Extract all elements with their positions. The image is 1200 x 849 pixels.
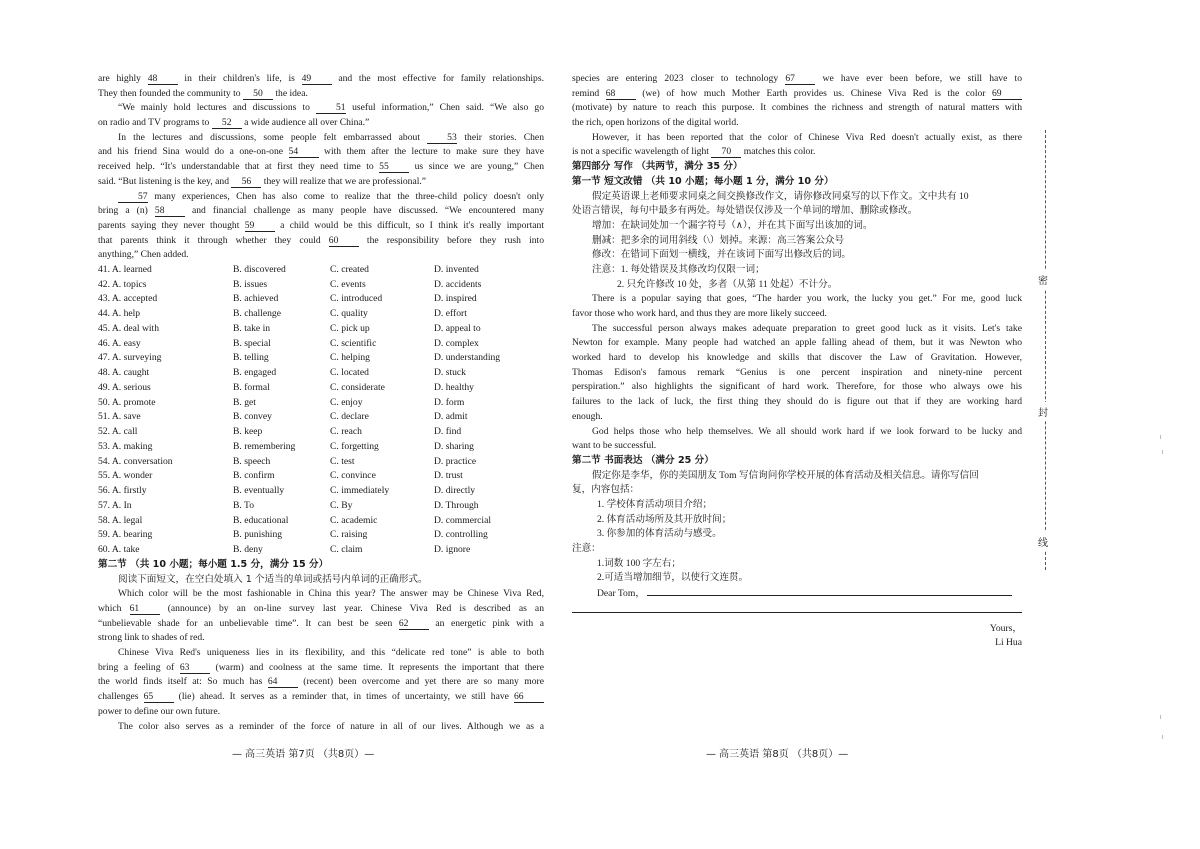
option-59-A[interactable]: 59. A. bearing <box>98 529 153 541</box>
option-56-D[interactable]: D. directly <box>434 485 476 497</box>
text-line: 删减：把多余的词用斜线（\）划掉。来源：高三答案公众号 <box>592 234 845 246</box>
option-45-C[interactable]: C. pick up <box>330 322 370 334</box>
option-41-D[interactable]: D. invented <box>434 263 479 275</box>
text-line: 2. 体育活动场所及其开放时间； <box>597 513 732 525</box>
line-text: the world finds itself at: So much has <box>98 676 268 688</box>
option-52-C[interactable]: C. reach <box>330 426 362 438</box>
line-text: (announce) by an on-line survey last year. Chinese Viva Red is described as an <box>159 603 544 614</box>
option-46-A[interactable]: 46. A. easy <box>98 337 141 349</box>
text-line: 处语言错误，每句中最多有两处。每处错误仅涉及一个单词的增加、删除或修改。 <box>572 205 918 217</box>
blank-65[interactable]: 65 <box>144 691 174 703</box>
option-60-B[interactable]: B. deny <box>233 544 263 556</box>
option-52-B[interactable]: B. keep <box>233 426 263 438</box>
text-line <box>98 131 544 146</box>
option-41-C[interactable]: C. created <box>330 263 369 275</box>
line-text: received help. “It's understandable that at first they need time to <box>98 161 380 173</box>
line-text: challenges <box>98 691 144 703</box>
text-line <box>98 705 544 720</box>
option-49-C[interactable]: C. considerate <box>330 381 385 393</box>
option-50-A[interactable]: 50. A. promote <box>98 396 156 408</box>
option-60-D[interactable]: D. ignore <box>434 544 471 556</box>
option-58-B[interactable]: B. educational <box>233 514 289 526</box>
blank-61[interactable]: 61 <box>130 603 160 615</box>
text-line <box>98 248 544 263</box>
binding-char-mi: 密 <box>1038 270 1048 289</box>
text-line <box>98 602 544 617</box>
writing-notes <box>572 557 1022 586</box>
text-line <box>98 190 544 205</box>
option-58-C[interactable]: C. academic <box>330 514 378 526</box>
line-text: The color also serves as a reminder of the force of nature in all of our lives. Although we as a <box>118 720 544 732</box>
binding-char-xian: 线 <box>1038 532 1048 551</box>
line-text: with them after the lecture to make sure they have <box>318 146 544 158</box>
page-8-footer: — 高三英语 第8页 （共8页）— <box>706 749 849 760</box>
option-50-C[interactable]: C. enjoy <box>330 396 363 408</box>
blank-52[interactable]: 52 <box>212 117 242 129</box>
line-text: in their children's life, is <box>177 73 302 84</box>
text-line: 2. 只允许修改 10 处，多者（从第 11 处起）不计分。 <box>617 278 838 290</box>
line-text: (recent) been overcome and yet there are so many more <box>297 676 544 688</box>
blank-50[interactable]: 50 <box>243 88 273 100</box>
blank-70[interactable]: 70 <box>711 146 741 158</box>
text-line: 增加：在缺词处加一个漏字符号（∧），并在其下面写出该加的词。 <box>592 219 873 231</box>
line-text: which <box>98 603 130 614</box>
section-2-instruction: 阅读下面短文，在空白处填入 1 个适当的单词或括号内单词的正确形式。 <box>118 573 428 585</box>
option-49-D[interactable]: D. healthy <box>434 381 474 393</box>
line-text: a wide audience all over China.” <box>241 117 370 129</box>
option-43-B[interactable]: B. achieved <box>233 293 279 305</box>
option-52-D[interactable]: D. find <box>434 426 462 438</box>
line-text: are highly <box>98 73 148 84</box>
text-line: enough. <box>572 410 603 422</box>
option-46-C[interactable]: C. scientific <box>330 337 377 349</box>
line-text: species are entering 2023 closer to technology <box>572 73 786 84</box>
text-line <box>98 690 544 705</box>
option-43-A[interactable]: 43. A. accepted <box>98 293 158 305</box>
option-41-A[interactable]: 41. A. learned <box>98 263 152 275</box>
text-line <box>98 72 544 87</box>
option-53-D[interactable]: D. sharing <box>434 440 474 452</box>
line-text: They then founded the community to <box>98 87 243 99</box>
line-text: bring a feeling of <box>98 661 180 673</box>
text-line: Thomas Edison's famous remark “Genius is one percent inspiration and ninety-nine percent <box>572 366 1022 378</box>
option-51-B[interactable]: B. convey <box>233 411 272 423</box>
text-line <box>572 101 1022 116</box>
correction-rules <box>572 219 1022 292</box>
text-line: The successful person always makes adequate preparation to greet good luck as it visits. Let's take <box>592 322 1022 334</box>
writing-section-heading: 第二节 书面表达 （满分 25 分） <box>572 454 714 466</box>
text-line: Newton for example. Many people had watched an apple falling ahead of them, but it was Newton who <box>572 337 1022 349</box>
letter-closing: Yours， <box>989 622 1022 634</box>
text-line <box>98 617 544 632</box>
notes-title: 注意： <box>572 543 601 554</box>
blank-48[interactable]: 48 <box>148 73 178 85</box>
option-42-A[interactable]: 42. A. topics <box>98 278 147 290</box>
line-text: we have ever been before, we still have to <box>815 73 1022 84</box>
option-57-B[interactable]: B. To <box>233 499 255 511</box>
line-text: many experiences, Chen has also come to realize that the three-child policy doesn't only <box>148 190 544 202</box>
text-line <box>98 160 544 175</box>
text-line: failures to the lack of luck, the first thing they should do is figure out that if they are working hard <box>572 396 1022 408</box>
text-line: 假定你是李华，你的美国朋友 Tom 写信询问你学校开展的体育活动及相关信息。请你写信回 <box>592 469 979 481</box>
option-57-D[interactable]: D. Through <box>434 499 479 511</box>
line-text: and financial challenge as many people have discussed. “We encountered many <box>184 205 544 217</box>
text-line: favor those who work hard, and thus they are more likely succeed. <box>572 308 827 319</box>
blank-57[interactable]: 57 <box>118 191 148 203</box>
option-51-D[interactable]: D. admit <box>434 411 468 423</box>
option-44-A[interactable]: 44. A. help <box>98 308 141 320</box>
line-text: and the most effective for family relationships. <box>331 73 544 84</box>
answer-line-full <box>572 612 1022 613</box>
binding-char-feng: 封 <box>1038 402 1048 421</box>
line-text: useful information,” Chen said. “We also go <box>346 102 544 114</box>
option-57-C[interactable]: C. By <box>330 499 353 511</box>
text-line <box>98 631 544 646</box>
blank-55[interactable]: 55 <box>379 161 409 173</box>
text-line: 复，内容包括： <box>572 484 640 496</box>
text-line <box>98 720 544 735</box>
option-58-D[interactable]: D. commercial <box>434 514 492 526</box>
option-48-C[interactable]: C. located <box>330 367 369 379</box>
line-text: matches this color. <box>741 146 816 158</box>
blank-56[interactable]: 56 <box>231 176 261 188</box>
option-45-B[interactable]: B. take in <box>233 322 271 334</box>
line-text: “unbelievable shade for an unbelievable time”. It can best be seen <box>98 617 399 629</box>
line-text: the responsibility before they rush into <box>358 234 544 246</box>
error-correction-essay <box>572 292 1022 454</box>
option-55-D[interactable]: D. trust <box>434 470 463 482</box>
text-line <box>572 116 1022 131</box>
option-49-A[interactable]: 49. A. serious <box>98 381 151 393</box>
blank-64[interactable]: 64 <box>268 676 298 688</box>
line-text: the rich, open horizons of the digital world. <box>572 117 739 129</box>
line-text: Which color will be the most fashionable in China this year? The answer may be Chinese Viva Red, <box>118 588 544 600</box>
text-line <box>572 87 1022 102</box>
section-1-heading: 第一节 短文改错 （共 10 小题；每小题 1 分，满分 10 分） <box>572 175 834 187</box>
option-51-C[interactable]: C. declare <box>330 411 369 423</box>
option-47-A[interactable]: 47. A. surveying <box>98 352 162 364</box>
option-41-B[interactable]: B. discovered <box>233 263 286 275</box>
line-text: (warm) and coolness at the same time. It represents the important that there <box>209 661 544 673</box>
option-44-D[interactable]: D. effort <box>434 308 467 320</box>
blank-58[interactable]: 58 <box>155 205 185 217</box>
option-42-D[interactable]: D. accidents <box>434 278 482 290</box>
line-text: on radio and TV programs to <box>98 117 212 129</box>
blank-67[interactable]: 67 <box>785 73 815 85</box>
option-56-C[interactable]: C. immediately <box>330 485 390 497</box>
line-text: parents saying they never thought <box>98 219 245 231</box>
reading-passage <box>98 72 544 263</box>
answer-line <box>647 586 1012 596</box>
text-line <box>98 219 544 234</box>
option-42-C[interactable]: C. events <box>330 278 366 290</box>
line-text: said. “But listening is the key, and <box>98 175 232 187</box>
line-text: “We mainly hold lectures and discussions to <box>118 102 316 114</box>
text-line <box>98 204 544 219</box>
option-47-D[interactable]: D. understanding <box>434 352 501 364</box>
letter-signature: Li Hua <box>995 637 1022 649</box>
answer-options-grid <box>98 263 544 558</box>
option-52-A[interactable]: 52. A. call <box>98 426 138 438</box>
option-44-C[interactable]: C. quality <box>330 308 368 320</box>
text-line <box>98 87 544 102</box>
line-text: an energetic pink with a <box>428 617 544 629</box>
line-text: Chinese Viva Red's uniqueness lies in its flexibility, and this “delicate red tone” is able to both <box>118 647 544 659</box>
option-51-A[interactable]: 51. A. save <box>98 411 141 423</box>
line-text: power to define our own future. <box>98 705 221 717</box>
option-48-B[interactable]: B. engaged <box>233 367 277 379</box>
correction-instructions <box>572 190 1022 219</box>
option-47-C[interactable]: C. helping <box>330 352 370 364</box>
scan-speck <box>1162 450 1163 454</box>
option-48-D[interactable]: D. stuck <box>434 367 466 379</box>
writing-task <box>572 469 1022 498</box>
option-42-B[interactable]: B. issues <box>233 278 268 290</box>
option-45-D[interactable]: D. appeal to <box>434 322 481 334</box>
option-60-A[interactable]: 60. A. take <box>98 544 140 556</box>
blank-59[interactable]: 59 <box>245 220 275 232</box>
cloze-passage-continued <box>572 72 1022 160</box>
option-53-B[interactable]: B. remembering <box>233 440 296 452</box>
text-line <box>98 675 544 690</box>
option-46-B[interactable]: B. special <box>233 337 271 349</box>
salutation-text: Dear Tom， <box>597 588 645 600</box>
blank-49[interactable]: 49 <box>302 73 332 85</box>
option-48-A[interactable]: 48. A. caught <box>98 367 150 379</box>
text-line <box>98 175 544 190</box>
text-line: 1. 学校体育活动项目介绍； <box>597 498 713 510</box>
text-line: 修改：在错词下面划一横线，并在该词下面写出修改后的词。 <box>592 249 852 261</box>
binding-dashed-line <box>1045 130 1046 570</box>
option-54-D[interactable]: D. practice <box>434 455 477 467</box>
text-line: God helps those who help themselves. We all should work hard if we look forward to be lucky and <box>592 425 1022 437</box>
text-line <box>98 587 544 602</box>
blank-66[interactable]: 66 <box>514 691 544 703</box>
line-text: the idea. <box>272 87 308 99</box>
option-43-D[interactable]: D. inspired <box>434 293 477 305</box>
line-text: that parents think it through whether they could <box>98 234 329 246</box>
text-line <box>98 145 544 160</box>
option-55-C[interactable]: C. convince <box>330 470 376 482</box>
text-line: 2.可适当增加细节，以使行文连贯。 <box>597 572 749 584</box>
line-text: However, it has been reported that the color of Chinese Viva Red doesn't actually exist, as there <box>592 131 1022 143</box>
line-text: (we) of how much Mother Earth provides us. Chinese Viva Red is the color <box>635 87 992 99</box>
option-47-B[interactable]: B. telling <box>233 352 269 364</box>
page-7 <box>98 72 544 734</box>
text-line: 1.词数 100 字左右； <box>597 557 681 569</box>
text-line: perspiration.” also highlights the significant of hard work. Therefore, for those who always owe his <box>572 381 1022 393</box>
option-45-A[interactable]: 45. A. deal with <box>98 322 160 334</box>
option-46-D[interactable]: D. complex <box>434 337 479 349</box>
blank-69[interactable]: 69 <box>992 88 1022 100</box>
text-line <box>572 145 1022 160</box>
section-2-heading: 第二节 （共 10 小题；每小题 1.5 分，满分 15 分） <box>98 558 329 570</box>
line-text: (motivate) by nature to reach this purpose. It combines the richness and strength of natural matters with <box>572 102 1022 114</box>
line-text: and his friend Sina would do a one-on-one <box>98 146 289 158</box>
part-4-heading: 第四部分 写作 （共两节，满分 35 分） <box>572 161 743 173</box>
text-line <box>98 234 544 249</box>
option-56-A[interactable]: 56. A. firstly <box>98 485 147 497</box>
page-7-footer: — 高三英语 第7页 （共8页）— <box>232 749 375 760</box>
option-57-A[interactable]: 57. A. In <box>98 499 132 511</box>
text-line <box>98 646 544 661</box>
scan-speck <box>1160 715 1161 719</box>
blank-51[interactable]: 51 <box>316 102 346 114</box>
option-59-C[interactable]: C. raising <box>330 529 368 541</box>
option-49-B[interactable]: B. formal <box>233 381 270 393</box>
line-text: (lie) ahead. It serves as a reminder that, in times of uncertainty, we still have <box>173 691 514 703</box>
text-line <box>98 101 544 116</box>
option-60-C[interactable]: C. claim <box>330 544 363 556</box>
option-43-C[interactable]: C. introduced <box>330 293 383 305</box>
option-56-B[interactable]: B. eventually <box>233 485 285 497</box>
option-59-B[interactable]: B. punishing <box>233 529 283 541</box>
option-55-B[interactable]: B. confirm <box>233 470 275 482</box>
line-text: strong link to shades of red. <box>98 632 205 644</box>
text-line <box>572 72 1022 87</box>
text-line: want to be successful. <box>572 440 657 452</box>
text-line: 注意：1. 每处错误及其修改均仅限一词； <box>592 263 765 275</box>
option-54-A[interactable]: 54. A. conversation <box>98 455 173 467</box>
option-53-C[interactable]: C. forgetting <box>330 440 379 452</box>
line-text: their stories. Chen <box>457 131 544 143</box>
text-line <box>98 116 544 131</box>
letter-salutation <box>597 586 1022 601</box>
scan-speck <box>1162 735 1163 739</box>
text-line: 假定英语课上老师要求同桌之间交换修改作文，请你修改同桌写的以下作文。文中共有 10 <box>592 190 969 202</box>
blank-68[interactable]: 68 <box>606 88 636 100</box>
blank-62[interactable]: 62 <box>399 618 429 630</box>
writing-points <box>572 498 1022 542</box>
text-line: worked hard to develop his knowledge and skills that discover the Law of Gravitation. However, <box>572 352 1022 364</box>
blank-53[interactable]: 53 <box>427 132 457 144</box>
line-text: bring a (n) <box>98 205 155 217</box>
text-line <box>98 661 544 676</box>
page-8 <box>572 72 1022 651</box>
line-text: anything,” Chen added. <box>98 249 189 261</box>
blank-63[interactable]: 63 <box>180 662 210 674</box>
option-50-B[interactable]: B. get <box>233 396 256 408</box>
option-50-D[interactable]: D. form <box>434 396 465 408</box>
option-53-A[interactable]: 53. A. making <box>98 440 153 452</box>
option-44-B[interactable]: B. challenge <box>233 308 281 320</box>
line-text: In the lectures and discussions, some people felt embarrassed about <box>118 131 428 143</box>
blank-54[interactable]: 54 <box>289 146 319 158</box>
option-58-A[interactable]: 58. A. legal <box>98 514 143 526</box>
line-text: they will realize that we are professional.” <box>261 175 427 187</box>
line-text: remind <box>572 87 606 99</box>
text-line: There is a popular saying that goes, “The harder you work, the lucky you get.” For me, good luck <box>592 293 1022 305</box>
text-line: 3. 你参加的体育活动与感受。 <box>597 528 722 540</box>
line-text: a child would be this difficult, so I think it's really important <box>274 219 544 231</box>
option-54-C[interactable]: C. test <box>330 455 355 467</box>
option-55-A[interactable]: 55. A. wonder <box>98 470 153 482</box>
option-54-B[interactable]: B. speech <box>233 455 271 467</box>
line-text: is not a specific wavelength of light <box>572 146 712 158</box>
text-line <box>572 131 1022 146</box>
line-text: us since we are young,” Chen <box>409 161 544 173</box>
option-59-D[interactable]: D. controlling <box>434 529 488 541</box>
blank-60[interactable]: 60 <box>329 235 359 247</box>
scan-speck <box>1160 435 1161 439</box>
cloze-passage <box>98 587 544 734</box>
